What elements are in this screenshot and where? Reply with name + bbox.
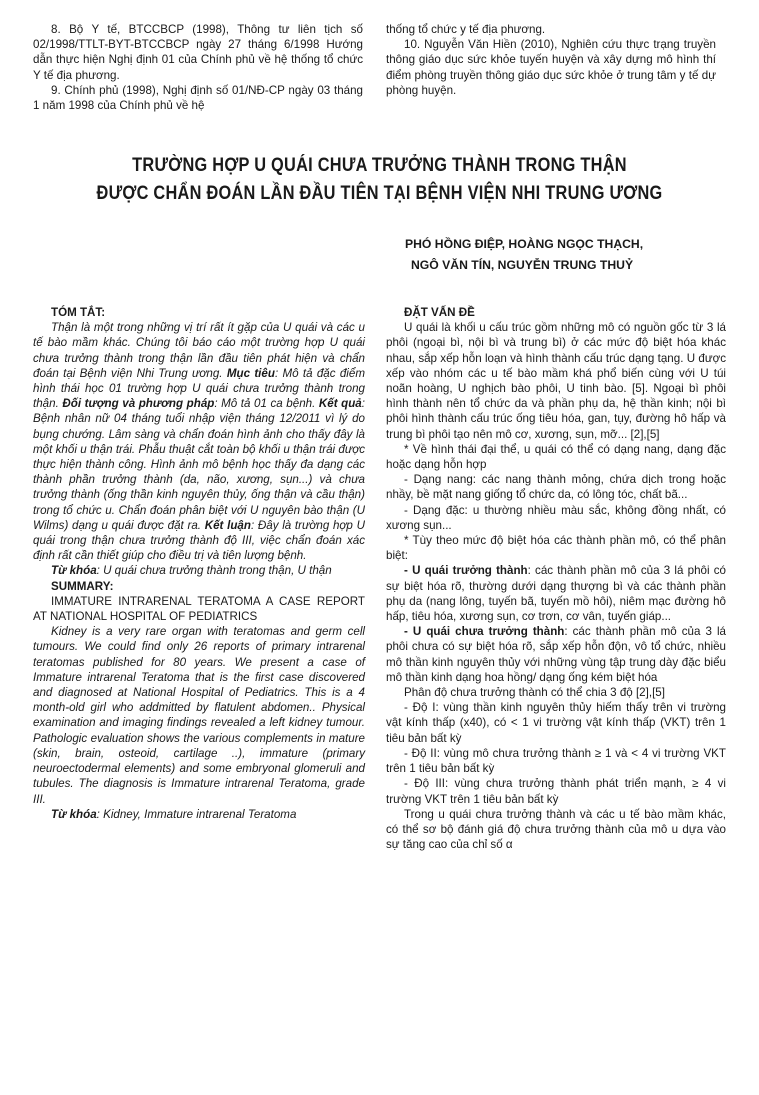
- goal-label: Mục tiêu: [226, 366, 275, 380]
- article-title: [53, 152, 706, 208]
- authors-line-2: NGÔ VĂN TÍN, NGUYỄN TRUNG THUỶ: [411, 258, 634, 272]
- intro-p10: - Độ II: vùng mô chưa trưởng thành ≥ 1 và < 4 vi trường VKT trên 1 tiêu bản bất kỳ: [386, 746, 726, 776]
- abstract-intro: Thận là một trong những vị trí rất ít gặp của U quái và các u tế bào mầm khác. Chúng tôi báo cáo một trường hợp U quái chưa trưởng thành trong thận lần đầu tiên phát hiện và chẩn đoán tại Bệnh viện Nhi Trung ương.: [33, 321, 365, 380]
- intro-p4: - Dạng đặc: u thường nhiều màu sắc, không đồng nhất, có xương sụn...: [386, 503, 726, 532]
- method-text: : Mô tả 01 ca bệnh.: [214, 397, 316, 411]
- summary-keywords-label: Từ khóa: [51, 807, 97, 821]
- summary-heading: SUMMARY:: [51, 579, 114, 593]
- references-left: [33, 22, 363, 113]
- left-column: [33, 305, 365, 822]
- reference-9-cont: thống tổ chức y tế địa phương.: [386, 23, 546, 36]
- intro-p1: U quái là khối u cấu trúc gồm những mô có nguồn gốc từ 3 lá phôi (ngoại bì, nội bì và trung bì) ở các mức độ biệt hóa khác nhau, sắp xếp hỗn loạn và hình thành cấu trúc dạng tạng. U được xếp vào nhóm các u tế bào mầm khá phổ biến cùng với U túi noãn hoàng, U nghịch bào phôi, U tinh bào. [5]. Ngoại bì phôi hình thành nên tổ chức da và phần phụ da, hệ thần kinh; nội bì phôi hình thành cấu trúc ống tiêu hóa, gan, tụy, đường hô hấp và trung bì phôi tạo nên mô cơ, xương, sụn, mỡ... [2],[5]: [386, 321, 726, 441]
- method-label: Đối tượng và phương pháp: [62, 397, 215, 411]
- intro-p3: - Dạng nang: các nang thành mỏng, chứa dịch trong hoặc nhầy, bề mặt nang giống tổ chức da, có lông tóc, chất bã...: [386, 473, 726, 502]
- result-label: Kết quả: [318, 397, 362, 411]
- intro-p7: [386, 624, 726, 685]
- immature-label: - U quái chưa trưởng thành: [404, 625, 565, 639]
- intro-p8: Phân độ chưa trưởng thành có thể chia 3 độ [2],[5]: [404, 686, 665, 700]
- title-line-1: TRƯỜNG HỢP U QUÁI CHƯA TRƯỞNG THÀNH TRONG THẬN: [132, 155, 627, 176]
- reference-10: 10. Nguyễn Văn Hiền (2010), Nghiên cứu thực trạng truyền thông giáo dục sức khỏe tuyến huyện và xây dựng mô hình thí điểm phòng truyền thông giáo dục sức khỏe ở trung tâm y tế dự phòng huyện.: [386, 38, 716, 97]
- conclusion-text: : Đây là trường hợp U quái trong thận chưa trưởng thành độ III, việc chẩn đoán xác định rất cần thiết giúp cho điều trị và tiên lượng bệnh.: [33, 518, 365, 563]
- intro-p9: - Độ I: vùng thần kinh nguyên thủy hiếm thấy trên vi trường vật kính thấp (x40), có < 1 vi trường vật kính thấp (VKT) trên 1 tiêu bản bất kỳ: [386, 701, 726, 745]
- summary-title: IMMATURE INTRARENAL TERATOMA A CASE REPORT AT NATIONAL HOSPITAL OF PEDIATRICS: [33, 594, 365, 624]
- title-line-2: ĐƯỢC CHẨN ĐOÁN LẦN ĐẦU TIÊN TẠI BỆNH VIỆN NHI TRUNG ƯƠNG: [96, 183, 663, 204]
- goal-text: : Mô tả đặc điểm hình thái học 01 trường hợp U quái chưa trưởng thành trong thận.: [33, 366, 365, 411]
- abstract-keywords: [33, 563, 365, 578]
- authors: [405, 234, 725, 276]
- intro-p2: * Về hình thái đại thể, u quái có thể có dạng nang, dạng đặc hoặc dạng hỗn hợp: [386, 442, 726, 472]
- mature-label: - U quái trưởng thành: [404, 564, 528, 578]
- intro-p6: [386, 563, 726, 624]
- abstract-heading: TÓM TẮT:: [51, 306, 106, 319]
- reference-8: 8. Bộ Y tế, BTCCBCP (1998), Thông tư liên tịch số 02/1998/TTLT-BYT-BTCCBCP ngày 27 tháng 6/1998 Hướng dẫn thực hiện Nghị định 01 của Chính phủ về hệ thống tổ chức Y tế địa phương.: [33, 23, 363, 82]
- result-text: : Bệnh nhân nữ 04 tháng tuổi nhập viện tháng 12/2011 vì lý do bụng chướng. Lâm sàng và chẩn đoán hình ảnh cho thấy đây là một khối u thận trái. Phẫu thuật cắt toàn bộ khối u thận trái được thực hiện thành công. Hình ảnh mô bệnh học thấy đa dạng các thành phần trưởng thành (da, não, xương, sụn...) và chưa trưởng thành (ống thần kinh nguyên thủy, ống thận và cầu thận) trong tổ chức u. Chẩn đoán phân biệt với U nguyên bào thận (U Wilms) dạng u quái được đặt ra.: [33, 397, 365, 532]
- mature-text: : các thành phần mô của 3 lá phôi có sự biệt hóa rõ, thường dưới dạng thượng bì và các thành phần phụ da (nang lông, tuyến bã, tuyến mồ hôi), niêm mạc đường hô hấp, tiêu hóa, xương sụn, cơ trơn, cơ vân, tuyến giáp...: [386, 564, 726, 624]
- authors-line-1: PHÓ HỒNG ĐIỆP, HOÀNG NGỌC THẠCH,: [405, 237, 644, 251]
- intro-p5: * Tùy theo mức độ biệt hóa các thành phần mô, có thể phân biệt:: [386, 534, 726, 563]
- keywords-label: Từ khóa: [51, 564, 97, 578]
- intro-p11: - Độ III: vùng chưa trưởng thành phát triển mạnh, ≥ 4 vi trường VKT trên 1 tiêu bản bất kỳ: [386, 777, 726, 806]
- summary-keywords: [33, 807, 365, 822]
- references-right: [386, 22, 716, 98]
- intro-p12: Trong u quái chưa trưởng thành và các u tế bào mầm khác, có thể sơ bộ đánh giá độ chưa trưởng thành của mô u dựa vào sự tăng cao của chỉ số α: [386, 807, 726, 852]
- summary-keywords-text: : Kidney, Immature intrarenal Teratoma: [96, 807, 297, 821]
- reference-9: 9. Chính phủ (1998), Nghị định số 01/NĐ-CP ngày 03 tháng 1 năm 1998 của Chính phủ về hệ: [33, 83, 363, 113]
- intro-heading: ĐẶT VẤN ĐỀ: [404, 306, 475, 319]
- right-column: [386, 305, 726, 852]
- abstract-text: [33, 320, 365, 563]
- immature-text: : các thành phần mô của 3 lá phôi chưa có sự biệt hóa rõ, sắp xếp hỗn độn, vô tổ chức, nhiều mô thần kinh nguyên thủy với những vùng tập trung dày đặc biểu mô thần kinh dạng hoa hồng/ dạng ống kém biệt hóa: [386, 625, 726, 684]
- summary-body: Kidney is a very rare organ with teratomas and germ cell tumours. We could find only 26 reports of primary intrarenal teratomas published for 80 years. We present a case of Immature intrarenal Teratoma that is the first case discovered and diagnosed at National Hospital of Pediatrics. This is a 4 month-old girl who addmitted by flatulent abdomen.. Physical examination and imaging findings revealed a left kidney tumour. Pathologic evaluation shows the various complements in mature (skin, brain, osteoid, cartilage ..), immature (primary neuroectodermal elements) and some embryonal glomeruli and tubules. The diagnosis is Immature intrarenal Teratoma, grade III.: [33, 625, 365, 806]
- keywords-text: : U quái chưa trưởng thành trong thận, U thận: [96, 564, 332, 578]
- conclusion-label: Kết luận: [204, 518, 251, 532]
